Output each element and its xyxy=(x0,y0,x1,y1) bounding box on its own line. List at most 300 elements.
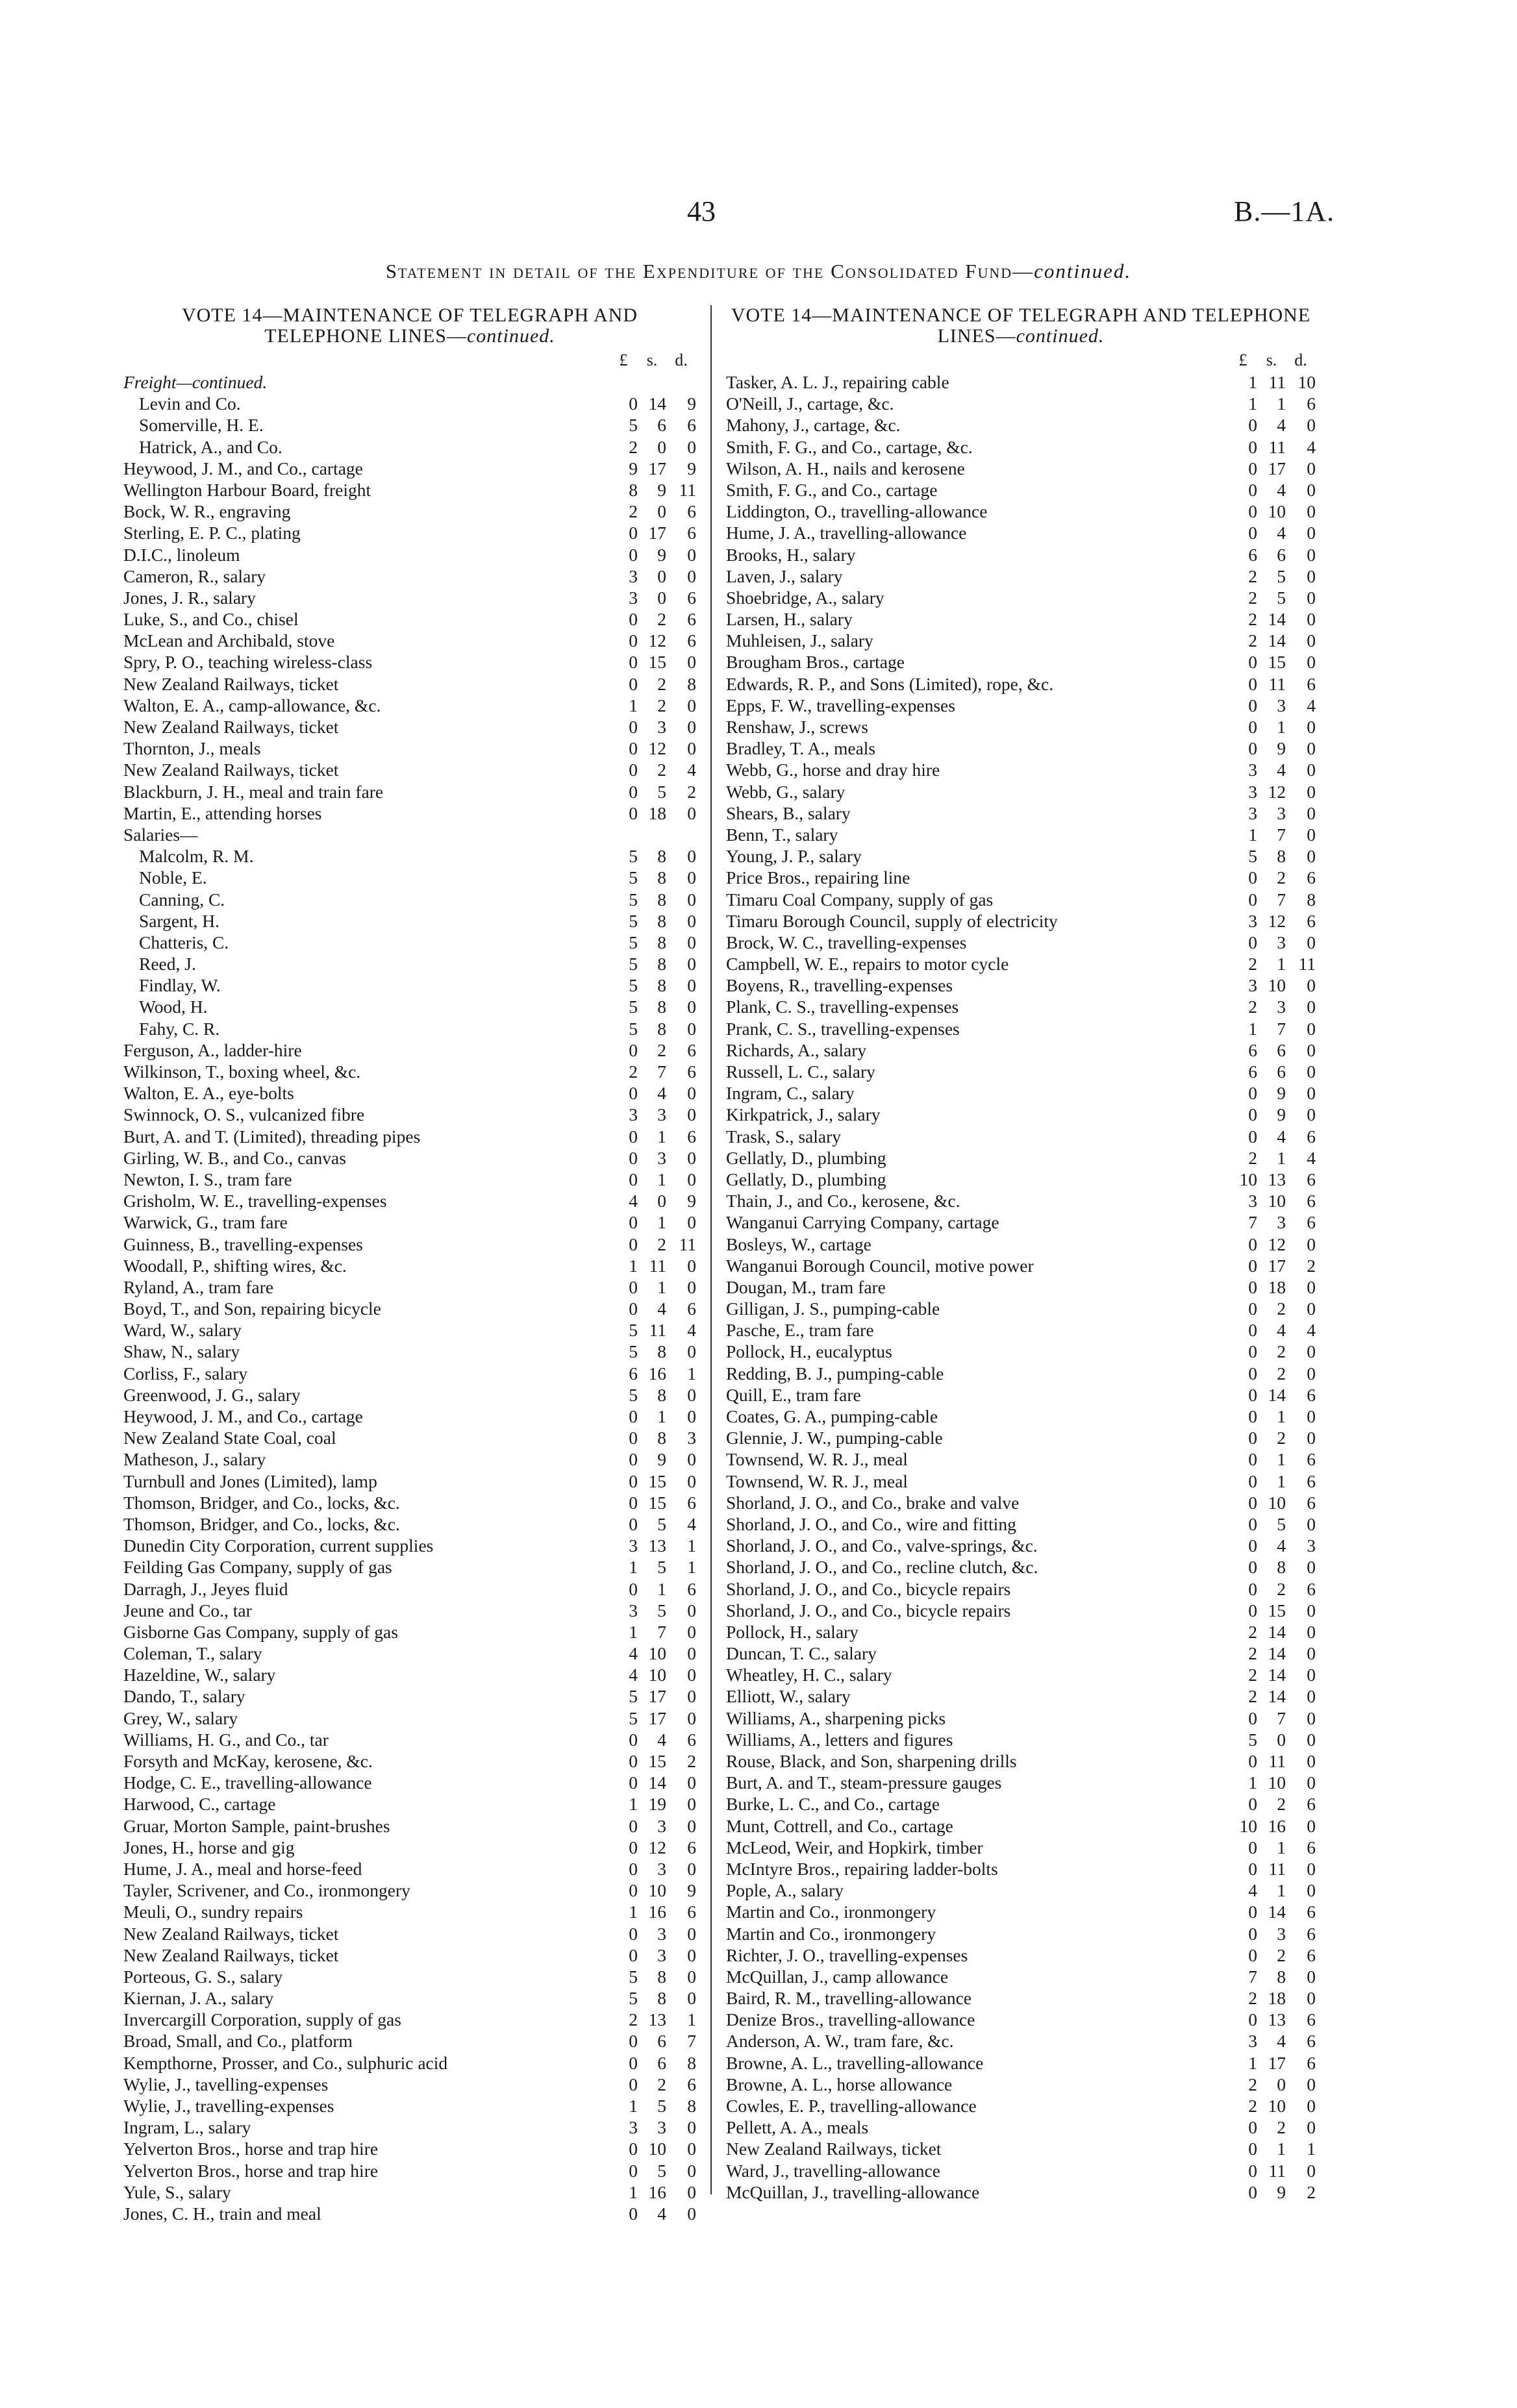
table-row xyxy=(123,587,696,608)
payee-description: Timaru Coal Company, supply of gas xyxy=(726,889,994,910)
payee-description: Richter, J. O., travelling-expenses xyxy=(726,1944,968,1965)
pence-value: 0 xyxy=(1307,1298,1316,1319)
pounds-value: 1 xyxy=(1248,372,1257,392)
table-row xyxy=(726,1492,1316,1513)
table-row xyxy=(726,738,1316,759)
table-row xyxy=(123,867,696,888)
table-row xyxy=(123,2030,696,2052)
pounds-value: 0 xyxy=(629,1880,638,1901)
pence-value: 6 xyxy=(687,630,696,651)
amount xyxy=(609,1643,696,1664)
pounds-value: 2 xyxy=(1248,1665,1257,1685)
pence-value xyxy=(666,824,696,845)
pounds-value: 2 xyxy=(1248,997,1257,1017)
pence-value: 0 xyxy=(687,717,696,737)
table-row xyxy=(123,544,696,565)
amount xyxy=(1229,1600,1316,1621)
payee-description: Richards, A., salary xyxy=(726,1039,867,1060)
table-row xyxy=(726,781,1316,802)
table-row xyxy=(726,1923,1316,1944)
pence-value: 0 xyxy=(687,1083,696,1104)
amount xyxy=(609,1082,696,1104)
pence-value: 0 xyxy=(1307,415,1316,436)
payee-description: Luke, S., and Co., chisel xyxy=(123,609,299,630)
pounds-value: 0 xyxy=(1248,695,1257,715)
amount xyxy=(609,2116,696,2138)
pence-value: 2 xyxy=(1307,2181,1316,2202)
pounds-value: 0 xyxy=(629,1039,638,1060)
amount xyxy=(1229,1234,1316,1255)
amount xyxy=(1229,1492,1316,1513)
pounds-value xyxy=(609,371,638,393)
pence-value: 8 xyxy=(687,2096,696,2116)
shillings-value: 14 xyxy=(1268,630,1286,651)
pounds-value: 3 xyxy=(1248,760,1257,780)
amount xyxy=(1229,1406,1316,1427)
table-row xyxy=(726,1685,1316,1707)
table-row xyxy=(123,1707,696,1729)
pence-value: 6 xyxy=(1307,1578,1316,1599)
pence-value: 0 xyxy=(687,975,696,996)
payee-description: New Zealand Railways, ticket xyxy=(123,717,339,737)
pence-value: 0 xyxy=(1307,479,1316,500)
payee-description: McLeod, Weir, and Hopkirk, timber xyxy=(726,1837,983,1857)
table-row xyxy=(123,716,696,738)
payee-description: Williams, A., letters and figures xyxy=(726,1729,953,1750)
pence-value: 0 xyxy=(1307,1880,1316,1901)
statement-continued: continued. xyxy=(1034,260,1132,282)
pence-value: 0 xyxy=(687,1471,696,1491)
table-row xyxy=(726,458,1316,479)
table-row xyxy=(726,1234,1316,1255)
shillings-value: 1 xyxy=(657,1578,666,1599)
pence-value: 6 xyxy=(1307,1794,1316,1815)
pounds-value: 5 xyxy=(629,1707,638,1728)
table-row xyxy=(726,2074,1316,2095)
payee-description: Wood, H. xyxy=(139,997,208,1017)
payee-description: Dando, T., salary xyxy=(123,1686,245,1707)
pounds-value: 0 xyxy=(1248,479,1257,500)
payee-description: Cameron, R., salary xyxy=(123,565,266,586)
pounds-value: 0 xyxy=(1248,738,1257,759)
table-row xyxy=(123,1578,696,1600)
shillings-value: 8 xyxy=(657,1384,666,1405)
pence-value: 0 xyxy=(1307,1665,1316,1685)
shillings-value: 13 xyxy=(648,1535,666,1556)
pounds-value: 1 xyxy=(1248,393,1257,414)
pence-value: 6 xyxy=(687,1039,696,1060)
payee-description: Malcolm, R. M. xyxy=(139,846,254,867)
table-row xyxy=(123,1815,696,1837)
pounds-value: 1 xyxy=(629,1255,638,1276)
pounds-value: 0 xyxy=(1248,415,1257,436)
shillings-value: 14 xyxy=(648,1772,666,1793)
amount xyxy=(1229,1750,1316,1772)
pounds-value: 0 xyxy=(1248,2139,1257,2159)
payee-description: Thomson, Bridger, and Co., locks, &c. xyxy=(123,1513,400,1534)
pounds-value: 6 xyxy=(1248,1061,1257,1082)
pence-value: 10 xyxy=(1298,372,1316,392)
amount xyxy=(1229,1018,1316,1039)
payee-description: Spry, P. O., teaching wireless-class xyxy=(123,652,373,673)
pence-value: 0 xyxy=(687,1923,696,1944)
payee-description: Pellett, A. A., meals xyxy=(726,2117,869,2138)
pence-header: d. xyxy=(675,351,688,369)
payee-description: Greenwood, J. G., salary xyxy=(123,1384,301,1405)
pounds-value: 0 xyxy=(629,609,638,630)
amount xyxy=(609,1923,696,1944)
table-row xyxy=(123,1018,696,1039)
pounds-value: 10 xyxy=(1239,1815,1257,1836)
pence-value: 9 xyxy=(687,1880,696,1901)
amount xyxy=(1229,673,1316,695)
pence-value: 0 xyxy=(1307,2117,1316,2138)
shillings-value: 1 xyxy=(1277,1471,1286,1491)
payee-description: Shorland, J. O., and Co., recline clutch, &c. xyxy=(726,1557,1038,1578)
pounds-value: 5 xyxy=(629,997,638,1017)
table-row xyxy=(123,1643,696,1664)
shillings-value: 8 xyxy=(657,889,666,910)
amount xyxy=(1229,1987,1316,2009)
shillings-value: 18 xyxy=(648,802,666,823)
amount xyxy=(1229,1190,1316,1211)
payee-description: Timaru Borough Council, supply of electricity xyxy=(726,910,1058,931)
payee-description: O'Neill, J., cartage, &c. xyxy=(726,393,894,414)
pence-value: 0 xyxy=(687,1621,696,1642)
amount xyxy=(1229,1061,1316,1082)
shillings-value: 3 xyxy=(1277,997,1286,1017)
shillings-value: 4 xyxy=(657,1298,666,1319)
pounds-value: 0 xyxy=(629,523,638,543)
pence-value: 0 xyxy=(687,565,696,586)
pounds-value: 0 xyxy=(629,760,638,780)
amount xyxy=(609,867,696,888)
pounds-value: 3 xyxy=(629,587,638,608)
amount xyxy=(609,1147,696,1169)
amount xyxy=(609,996,696,1017)
pounds-value: 0 xyxy=(1248,1449,1257,1470)
pounds-value: 5 xyxy=(629,1320,638,1341)
shillings-value: 8 xyxy=(657,910,666,931)
pence-value: 0 xyxy=(687,867,696,888)
shillings-value: 8 xyxy=(1277,1966,1286,1987)
shillings-value: 9 xyxy=(1277,738,1286,759)
pence-value: 1 xyxy=(687,1363,696,1384)
pence-value: 0 xyxy=(1307,846,1316,867)
table-row xyxy=(726,889,1316,910)
table-row xyxy=(726,1448,1316,1470)
pounds-value: 6 xyxy=(1248,544,1257,565)
pence-value: 0 xyxy=(1307,1428,1316,1448)
pounds-value: 0 xyxy=(629,802,638,823)
payee-description: Townsend, W. R. J., meal xyxy=(726,1449,908,1470)
pounds-value: 0 xyxy=(629,2074,638,2094)
shillings-value: 17 xyxy=(648,1686,666,1707)
table-row xyxy=(726,1363,1316,1384)
amount xyxy=(1229,1664,1316,1685)
shillings-value: 10 xyxy=(648,1665,666,1685)
table-row xyxy=(726,1298,1316,1319)
pounds-value: 0 xyxy=(629,1492,638,1513)
payee-description: D.I.C., linoleum xyxy=(123,544,240,565)
table-row xyxy=(726,414,1316,436)
pence-value: 0 xyxy=(687,1815,696,1836)
table-row xyxy=(726,1793,1316,1815)
pence-value: 11 xyxy=(679,1234,696,1254)
payee-description: Smith, F. G., and Co., cartage xyxy=(726,479,938,500)
pounds-value: 0 xyxy=(629,2203,638,2224)
table-row xyxy=(123,436,696,458)
table-row xyxy=(726,544,1316,565)
shillings-value: 5 xyxy=(657,781,666,802)
amount xyxy=(1229,436,1316,458)
table-row xyxy=(726,1255,1316,1276)
amount xyxy=(609,1234,696,1255)
payee-description: New Zealand Railways, ticket xyxy=(123,1944,339,1965)
shillings-value: 0 xyxy=(657,587,666,608)
table-row xyxy=(726,1987,1316,2009)
shillings-value: 6 xyxy=(657,2052,666,2073)
table-row xyxy=(726,1858,1316,1880)
table-row xyxy=(726,1471,1316,1492)
table-row xyxy=(123,1147,696,1169)
amount xyxy=(1229,587,1316,608)
shillings-value: 9 xyxy=(657,479,666,500)
shillings-value: 3 xyxy=(657,1944,666,1965)
pounds-value: 2 xyxy=(1248,609,1257,630)
shillings-value: 6 xyxy=(1277,1061,1286,1082)
payee-description: Pople, A., salary xyxy=(726,1880,844,1901)
payee-description: Liddington, O., travelling-allowance xyxy=(726,501,988,522)
amount xyxy=(1229,1147,1316,1169)
pence-value: 0 xyxy=(687,802,696,823)
table-row xyxy=(726,1126,1316,1147)
amount xyxy=(609,1169,696,1190)
payee-description: Hatrick, A., and Co. xyxy=(139,436,282,457)
pounds-value: 0 xyxy=(1248,932,1257,952)
table-row xyxy=(123,932,696,953)
pounds-value: 0 xyxy=(1248,1341,1257,1362)
payee-description: Shorland, J. O., and Co., brake and valve xyxy=(726,1492,1020,1513)
pounds-value: 0 xyxy=(1248,1104,1257,1125)
pence-value: 6 xyxy=(1307,1923,1316,1944)
pence-value: 1 xyxy=(687,1535,696,1556)
pounds-value: 5 xyxy=(629,889,638,910)
table-row xyxy=(123,781,696,802)
pounds-value: 0 xyxy=(1248,1428,1257,1448)
pounds-value: 6 xyxy=(1248,1039,1257,1060)
pounds-value: 2 xyxy=(629,1061,638,1082)
left-vote-title-text: VOTE 14—MAINTENANCE OF TELEGRAPH AND TELEPHONE LINES— xyxy=(181,304,638,347)
pounds-value: 0 xyxy=(1248,1255,1257,1276)
pounds-value: 0 xyxy=(629,393,638,414)
pounds-value: 7 xyxy=(1248,1966,1257,1987)
pounds-value: 0 xyxy=(1248,1837,1257,1857)
amount xyxy=(609,2203,696,2224)
payee-description: Shears, B., salary xyxy=(726,802,851,823)
payee-description: Glennie, J. W., pumping-cable xyxy=(726,1428,943,1448)
shillings-value: 17 xyxy=(648,1707,666,1728)
pence-value: 0 xyxy=(1307,458,1316,478)
payee-description: Gellatly, D., plumbing xyxy=(726,1169,886,1189)
amount xyxy=(1229,1448,1316,1470)
table-row xyxy=(123,1987,696,2009)
shillings-value: 4 xyxy=(657,2203,666,2224)
payee-description: Baird, R. M., travelling-allowance xyxy=(726,1988,972,2009)
table-row xyxy=(123,910,696,932)
shillings-value: 2 xyxy=(1277,1578,1286,1599)
pence-value: 6 xyxy=(1307,1191,1316,1211)
payee-description: Benn, T., salary xyxy=(726,824,838,845)
amount xyxy=(1229,1276,1316,1298)
shillings-value: 8 xyxy=(657,954,666,974)
payee-description: Grisholm, W. E., travelling-expenses xyxy=(123,1191,387,1211)
amount xyxy=(609,695,696,716)
payee-description: McQuillan, J., camp allowance xyxy=(726,1966,949,1987)
shillings-value: 17 xyxy=(1268,1255,1286,1276)
table-row xyxy=(726,867,1316,888)
table-row xyxy=(123,2160,696,2181)
amount xyxy=(1229,1513,1316,1535)
pence-value: 0 xyxy=(1307,1988,1316,2009)
shillings-value: 4 xyxy=(1277,760,1286,780)
table-row xyxy=(123,458,696,479)
table-row xyxy=(726,1966,1316,1987)
shillings-value: 11 xyxy=(1268,1751,1286,1771)
shillings-value: 8 xyxy=(657,1341,666,1362)
shillings-value: 12 xyxy=(648,738,666,759)
payee-description: Anderson, A. W., tram fare, &c. xyxy=(726,2031,954,2052)
shillings-value: 13 xyxy=(1268,2009,1286,2030)
pounds-value: 5 xyxy=(629,1988,638,2009)
table-row xyxy=(726,1406,1316,1427)
pence-value: 0 xyxy=(687,1018,696,1039)
shillings-value: 0 xyxy=(1277,1729,1286,1750)
payee-description: Yelverton Bros., horse and trap hire xyxy=(123,2139,379,2159)
table-row xyxy=(123,738,696,759)
table-row xyxy=(123,759,696,780)
right-entry-list xyxy=(726,371,1316,2203)
payee-description: Freight—continued. xyxy=(123,372,268,392)
shillings-value: 6 xyxy=(657,415,666,436)
shillings-value: 19 xyxy=(648,1794,666,1815)
payee-description: Shorland, J. O., and Co., wire and fitting xyxy=(726,1513,1016,1534)
table-row xyxy=(726,2116,1316,2138)
payee-description: Porteous, G. S., salary xyxy=(123,1966,283,1987)
table-row xyxy=(726,845,1316,867)
amount xyxy=(1229,371,1316,393)
payee-description: Bock, W. R., engraving xyxy=(123,501,291,522)
table-row xyxy=(123,1061,696,1082)
table-row xyxy=(123,1341,696,1362)
table-row xyxy=(726,1556,1316,1578)
table-row xyxy=(123,1190,696,1211)
amount xyxy=(609,1039,696,1061)
pounds-value: 1 xyxy=(629,1557,638,1578)
payee-description: Warwick, G., tram fare xyxy=(123,1212,288,1233)
pounds-value: 0 xyxy=(1248,1126,1257,1147)
pence-value: 0 xyxy=(1307,630,1316,651)
amount xyxy=(1229,2116,1316,2138)
amount xyxy=(609,1211,696,1233)
amount xyxy=(1229,458,1316,479)
shillings-value: 4 xyxy=(657,1083,666,1104)
amount xyxy=(1229,1471,1316,1492)
payee-description: Ingram, L., salary xyxy=(123,2117,251,2138)
pence-value: 0 xyxy=(687,436,696,457)
shillings-value: 3 xyxy=(657,1104,666,1125)
amount xyxy=(1229,824,1316,845)
amount xyxy=(609,1492,696,1513)
shillings-value: 11 xyxy=(649,1320,666,1341)
payee-description: Reed, J. xyxy=(139,954,196,974)
table-row xyxy=(726,1190,1316,1211)
pence-value: 6 xyxy=(687,501,696,522)
amount xyxy=(1229,1535,1316,1556)
payee-description: Matheson, J., salary xyxy=(123,1449,266,1470)
amount xyxy=(609,1793,696,1815)
pence-value: 0 xyxy=(687,544,696,565)
table-row xyxy=(123,2074,696,2095)
payee-description: Martin and Co., ironmongery xyxy=(726,1923,936,1944)
shillings-value: 1 xyxy=(1277,393,1286,414)
pence-value: 6 xyxy=(1307,1471,1316,1491)
pounds-value: 0 xyxy=(629,1815,638,1836)
amount xyxy=(609,544,696,565)
payee-description: Broad, Small, and Co., platform xyxy=(123,2031,353,2052)
pence-value: 0 xyxy=(1307,587,1316,608)
pence-value: 2 xyxy=(687,781,696,802)
table-row xyxy=(726,953,1316,974)
right-vote-title xyxy=(726,305,1316,349)
pounds-value: 3 xyxy=(1248,975,1257,996)
pence-value: 0 xyxy=(1307,1815,1316,1836)
payee-description: Gruar, Morton Sample, paint-brushes xyxy=(123,1815,390,1836)
amount xyxy=(1229,1729,1316,1750)
shillings-value: 1 xyxy=(1277,1147,1286,1168)
payee-description: Wellington Harbour Board, freight xyxy=(123,479,371,500)
table-row xyxy=(726,2138,1316,2159)
table-row xyxy=(726,2009,1316,2030)
pounds-value: 2 xyxy=(1248,565,1257,586)
amount xyxy=(609,1987,696,2009)
payee-description: Wylie, J., tavelling-expenses xyxy=(123,2074,329,2094)
table-row xyxy=(726,1707,1316,1729)
table-row xyxy=(123,673,696,695)
table-row xyxy=(726,1944,1316,1966)
shillings-value: 12 xyxy=(648,630,666,651)
shillings-value: 7 xyxy=(1277,1707,1286,1728)
shillings-value: 8 xyxy=(1277,1557,1286,1578)
table-row xyxy=(726,1837,1316,1858)
pence-value: 0 xyxy=(687,932,696,952)
shillings-value: 10 xyxy=(1268,975,1286,996)
pounds-value: 1 xyxy=(1248,1018,1257,1039)
shillings-value: 7 xyxy=(657,1621,666,1642)
pounds-value: 2 xyxy=(629,2009,638,2030)
payee-description: Webb, G., horse and dray hire xyxy=(726,760,940,780)
pounds-value: 0 xyxy=(629,1083,638,1104)
amount xyxy=(609,1363,696,1384)
right-currency-header xyxy=(726,349,1316,371)
pence-value: 6 xyxy=(1307,673,1316,694)
shillings-value: 18 xyxy=(1268,1276,1286,1297)
amount xyxy=(609,1664,696,1685)
pence-value: 1 xyxy=(1307,2139,1316,2159)
payee-description: Plank, C. S., travelling-expenses xyxy=(726,997,959,1017)
shillings-value: 6 xyxy=(1277,1039,1286,1060)
payee-description: Findlay, W. xyxy=(139,975,221,996)
